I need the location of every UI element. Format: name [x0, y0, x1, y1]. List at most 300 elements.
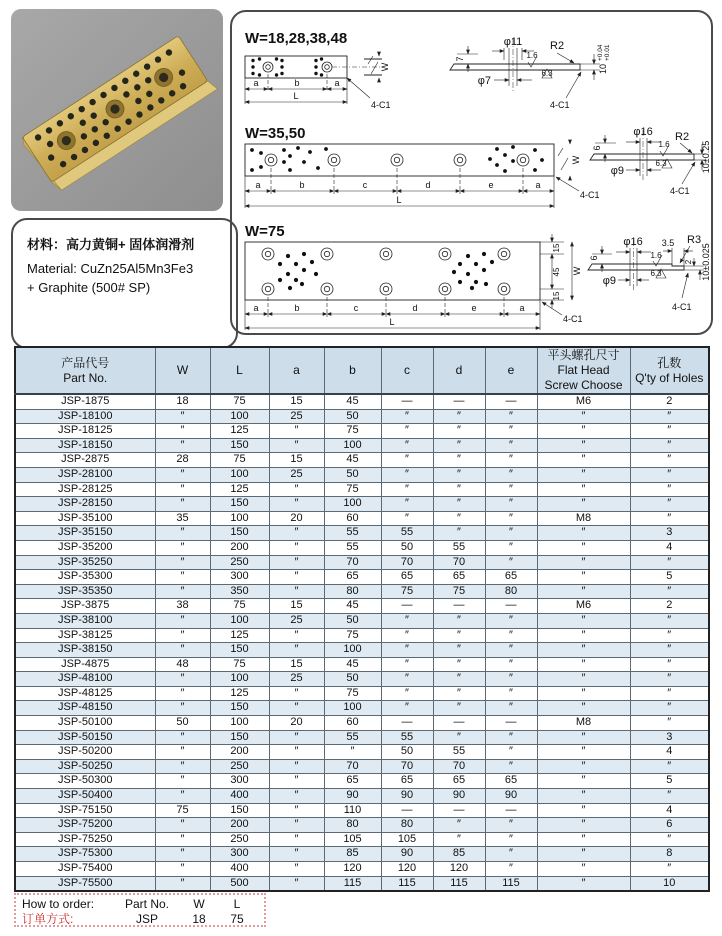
dim-label: b	[299, 180, 305, 190]
value-cell: 50	[324, 467, 381, 482]
table-row	[15, 438, 709, 453]
value-cell: 300	[210, 847, 269, 862]
value-cell: ″	[485, 540, 537, 555]
table-row	[15, 482, 709, 497]
part-no-cell: JSP-28125	[15, 482, 155, 497]
value-cell: 150	[210, 730, 269, 745]
value-cell: 2	[630, 394, 709, 409]
value-cell: 250	[210, 555, 269, 570]
dim-label: e	[471, 303, 477, 313]
value-cell: 80	[485, 584, 537, 599]
value-cell: —	[485, 599, 537, 614]
dim-label: a	[334, 78, 340, 88]
value-cell: 125	[210, 482, 269, 497]
value-cell: 65	[381, 774, 433, 789]
value-cell: ″	[269, 438, 324, 453]
part-no-cell: JSP-50100	[15, 716, 155, 731]
value-cell: ″	[381, 613, 433, 628]
part-no-cell: JSP-48150	[15, 701, 155, 716]
table-row	[15, 497, 709, 512]
value-cell: 75	[210, 453, 269, 468]
value-cell: 100	[210, 409, 269, 424]
part-no-cell: JSP-35250	[15, 555, 155, 570]
plan3-dots	[278, 252, 494, 290]
value-cell: —	[433, 394, 485, 409]
value-cell: —	[485, 803, 537, 818]
part-no-cell: JSP-35200	[15, 540, 155, 555]
table-row	[15, 876, 709, 891]
value-cell: ″	[485, 424, 537, 439]
value-cell: ″	[155, 424, 210, 439]
value-cell: ″	[485, 847, 537, 862]
part-no-cell: JSP-50300	[15, 774, 155, 789]
finish-label: 1.6	[650, 251, 662, 260]
value-cell: 2	[630, 599, 709, 614]
finish-label: 1.6	[658, 140, 670, 149]
value-cell: —	[381, 394, 433, 409]
value-cell: 65	[381, 570, 433, 585]
table-row	[15, 818, 709, 833]
value-cell: ″	[269, 686, 324, 701]
value-cell: 18	[155, 394, 210, 409]
value-cell: 500	[210, 876, 269, 891]
col-header-c: c	[381, 347, 433, 394]
value-cell: ″	[630, 453, 709, 468]
value-cell: ″	[269, 789, 324, 804]
value-cell: ″	[433, 818, 485, 833]
value-cell: ″	[630, 497, 709, 512]
value-cell: ″	[433, 613, 485, 628]
value-cell: 20	[269, 716, 324, 731]
value-cell: 70	[433, 555, 485, 570]
value-cell: 75	[155, 803, 210, 818]
value-cell: 50	[324, 613, 381, 628]
value-cell: ″	[269, 876, 324, 891]
value-cell: M6	[537, 599, 630, 614]
material-line-en2: + Graphite (500# SP)	[27, 279, 151, 295]
parts-table	[14, 346, 710, 892]
dim-label: W	[572, 266, 582, 276]
value-cell: ″	[269, 862, 324, 877]
dim-label: 7	[455, 56, 465, 62]
value-cell: 4	[630, 803, 709, 818]
dia-label: φ7	[477, 75, 491, 87]
value-cell: ″	[269, 555, 324, 570]
part-no-cell: JSP-75250	[15, 832, 155, 847]
value-cell: ″	[155, 686, 210, 701]
value-cell: ″	[433, 672, 485, 687]
value-cell: 115	[433, 876, 485, 891]
value-cell: ″	[630, 584, 709, 599]
value-cell: 55	[381, 730, 433, 745]
value-cell: ″	[630, 409, 709, 424]
col-header-part-no: 产品代号 Part No.	[15, 347, 155, 394]
value-cell: ″	[155, 409, 210, 424]
value-cell: ″	[269, 803, 324, 818]
value-cell: 150	[210, 803, 269, 818]
value-cell: ″	[155, 467, 210, 482]
product-photo	[11, 9, 223, 211]
part-no-cell: JSP-28100	[15, 467, 155, 482]
part-no-cell: JSP-35350	[15, 584, 155, 599]
value-cell: ″	[537, 876, 630, 891]
value-cell: —	[381, 716, 433, 731]
value-cell: ″	[537, 555, 630, 570]
table-row	[15, 526, 709, 541]
value-cell: ″	[155, 847, 210, 862]
dim-label: c	[353, 303, 359, 313]
value-cell: 70	[433, 759, 485, 774]
value-cell: ″	[485, 467, 537, 482]
table-row	[15, 657, 709, 672]
table-row	[15, 862, 709, 877]
order-val1: JSP	[135, 912, 158, 926]
dia-label: φ16	[633, 126, 653, 138]
table-row	[15, 774, 709, 789]
value-cell: ″	[381, 467, 433, 482]
value-cell: ″	[485, 613, 537, 628]
value-cell: ″	[485, 701, 537, 716]
value-cell: 15	[269, 599, 324, 614]
value-cell: 55	[324, 526, 381, 541]
bronze-plate-image	[11, 9, 223, 211]
table-row	[15, 686, 709, 701]
value-cell: ″	[485, 730, 537, 745]
value-cell: M8	[537, 716, 630, 731]
value-cell: —	[433, 599, 485, 614]
part-no-cell: JSP-75400	[15, 862, 155, 877]
order-val2: 18	[192, 912, 206, 926]
value-cell: 115	[324, 876, 381, 891]
value-cell: ″	[485, 672, 537, 687]
value-cell: ″	[630, 716, 709, 731]
value-cell: ″	[630, 686, 709, 701]
value-cell: 80	[324, 584, 381, 599]
value-cell: ″	[433, 482, 485, 497]
table-row	[15, 847, 709, 862]
table-row	[15, 803, 709, 818]
value-cell: 10	[630, 876, 709, 891]
part-no-cell: JSP-28150	[15, 497, 155, 512]
value-cell: ″	[630, 789, 709, 804]
value-cell: 100	[324, 701, 381, 716]
value-cell: 150	[210, 497, 269, 512]
value-cell: ″	[630, 511, 709, 526]
value-cell: 100	[324, 643, 381, 658]
value-cell: ″	[155, 438, 210, 453]
corner-label: 4-C1	[550, 100, 570, 110]
value-cell: ″	[537, 497, 630, 512]
thickness-label: 10±0.25	[701, 140, 711, 174]
table-row	[15, 555, 709, 570]
value-cell: 200	[210, 745, 269, 760]
dia-label: φ16	[623, 236, 643, 248]
value-cell: 4	[630, 745, 709, 760]
value-cell: 120	[381, 862, 433, 877]
value-cell: ″	[433, 832, 485, 847]
value-cell: 125	[210, 686, 269, 701]
tolerance-lower: +0.01	[604, 44, 611, 61]
value-cell: ″	[381, 482, 433, 497]
dim-label: 6	[592, 145, 602, 151]
part-no-cell: JSP-18125	[15, 424, 155, 439]
value-cell: ″	[381, 686, 433, 701]
value-cell: ″	[537, 818, 630, 833]
value-cell: ″	[537, 701, 630, 716]
value-cell: ″	[485, 453, 537, 468]
value-cell: 45	[324, 394, 381, 409]
table-row	[15, 540, 709, 555]
value-cell: ″	[485, 438, 537, 453]
value-cell: ″	[537, 409, 630, 424]
table-row	[15, 570, 709, 585]
drawings-box	[230, 10, 713, 335]
value-cell: 100	[210, 467, 269, 482]
header-row	[15, 347, 709, 394]
value-cell: ″	[433, 424, 485, 439]
value-cell: 105	[381, 832, 433, 847]
part-no-cell: JSP-75300	[15, 847, 155, 862]
value-cell: —	[433, 803, 485, 818]
value-cell: 100	[324, 438, 381, 453]
value-cell: ″	[155, 701, 210, 716]
value-cell: 50	[381, 745, 433, 760]
value-cell: ″	[485, 511, 537, 526]
part-no-cell: JSP-35100	[15, 511, 155, 526]
value-cell: ″	[485, 832, 537, 847]
value-cell: 80	[381, 818, 433, 833]
value-cell: ″	[485, 686, 537, 701]
col-header-l: L	[210, 347, 269, 394]
part-no-cell: JSP-75150	[15, 803, 155, 818]
table-row	[15, 745, 709, 760]
value-cell: ″	[155, 745, 210, 760]
value-cell: ″	[485, 526, 537, 541]
value-cell: ″	[381, 672, 433, 687]
value-cell: 90	[485, 789, 537, 804]
value-cell: ″	[155, 759, 210, 774]
col-header-e: e	[485, 347, 537, 394]
value-cell: ″	[433, 657, 485, 672]
value-cell: 150	[210, 526, 269, 541]
radius-label: R2	[675, 131, 690, 143]
value-cell: 38	[155, 599, 210, 614]
value-cell: ″	[485, 862, 537, 877]
table-row	[15, 716, 709, 731]
plan1-dots	[251, 57, 323, 76]
value-cell: 5	[630, 570, 709, 585]
value-cell: 55	[433, 745, 485, 760]
value-cell: 75	[324, 686, 381, 701]
value-cell: ″	[630, 628, 709, 643]
value-cell: M8	[537, 511, 630, 526]
value-cell: ″	[537, 628, 630, 643]
part-no-cell: JSP-75200	[15, 818, 155, 833]
value-cell: 85	[324, 847, 381, 862]
value-cell: 250	[210, 832, 269, 847]
value-cell: ″	[433, 730, 485, 745]
dim-label: a	[253, 78, 259, 88]
value-cell: ″	[155, 628, 210, 643]
value-cell: ″	[537, 730, 630, 745]
value-cell: 25	[269, 672, 324, 687]
value-cell: ″	[537, 862, 630, 877]
table-row	[15, 424, 709, 439]
value-cell: 300	[210, 570, 269, 585]
value-cell: ″	[485, 555, 537, 570]
value-cell: 65	[324, 774, 381, 789]
value-cell: ″	[155, 584, 210, 599]
value-cell: ″	[537, 467, 630, 482]
value-cell: ″	[537, 745, 630, 760]
value-cell: ″	[630, 467, 709, 482]
value-cell: 55	[381, 526, 433, 541]
value-cell: 90	[433, 789, 485, 804]
value-cell: ″	[537, 774, 630, 789]
value-cell: ″	[155, 540, 210, 555]
value-cell: ″	[433, 453, 485, 468]
value-cell: ″	[537, 438, 630, 453]
value-cell: ″	[155, 482, 210, 497]
value-cell: 75	[210, 394, 269, 409]
dim-label: 15	[552, 243, 561, 253]
value-cell: 65	[324, 570, 381, 585]
value-cell: ″	[537, 570, 630, 585]
value-cell: ″	[155, 789, 210, 804]
value-cell: 45	[324, 657, 381, 672]
drawing3-title: W=75	[245, 223, 285, 240]
thickness-label: 10	[598, 63, 608, 74]
value-cell: ″	[485, 482, 537, 497]
value-cell: 90	[381, 847, 433, 862]
value-cell: ″	[155, 643, 210, 658]
value-cell: ″	[537, 613, 630, 628]
value-cell: 4	[630, 540, 709, 555]
order-label-en: How to order:	[22, 897, 95, 911]
dim-label: d	[425, 180, 431, 190]
value-cell: ″	[537, 759, 630, 774]
dim-label: W	[380, 62, 390, 72]
part-no-cell: JSP-75500	[15, 876, 155, 891]
value-cell: ″	[269, 818, 324, 833]
value-cell: ″	[630, 643, 709, 658]
table-row	[15, 467, 709, 482]
value-cell: 65	[433, 774, 485, 789]
value-cell: 120	[324, 862, 381, 877]
value-cell: ″	[269, 570, 324, 585]
value-cell: 150	[210, 438, 269, 453]
col-header-screw: 平头螺孔尺寸 Flat Head Screw Choose	[537, 347, 630, 394]
value-cell: ″	[630, 672, 709, 687]
value-cell: ″	[485, 409, 537, 424]
value-cell: ″	[269, 628, 324, 643]
part-no-cell: JSP-38150	[15, 643, 155, 658]
dim-label: 2	[684, 259, 693, 265]
value-cell: ″	[155, 497, 210, 512]
value-cell: —	[381, 803, 433, 818]
dim-label: a	[255, 180, 261, 190]
value-cell: ″	[155, 832, 210, 847]
value-cell: ″	[269, 584, 324, 599]
dim-label: 3.5	[661, 238, 675, 248]
drawing1-title: W=18,28,38,48	[245, 30, 348, 47]
material-info-box	[11, 218, 238, 349]
part-no-cell: JSP-38100	[15, 613, 155, 628]
part-no-cell: JSP-50250	[15, 759, 155, 774]
dia-label: φ9	[610, 165, 624, 177]
value-cell: ″	[433, 438, 485, 453]
finish-label: 6.3	[541, 69, 553, 78]
dim-label: 15	[552, 291, 561, 301]
value-cell: ″	[485, 643, 537, 658]
value-cell: ″	[630, 759, 709, 774]
value-cell: ″	[155, 774, 210, 789]
value-cell: 100	[210, 716, 269, 731]
value-cell: ″	[537, 803, 630, 818]
table-row	[15, 789, 709, 804]
value-cell: 55	[324, 540, 381, 555]
value-cell: ″	[155, 570, 210, 585]
value-cell: 75	[324, 482, 381, 497]
value-cell: ″	[269, 847, 324, 862]
dim-label: W	[571, 155, 581, 165]
dim-label: L	[396, 195, 402, 205]
value-cell: ″	[537, 584, 630, 599]
value-cell: ″	[155, 730, 210, 745]
value-cell: ″	[269, 745, 324, 760]
value-cell: ″	[433, 467, 485, 482]
order-col3: L	[233, 897, 241, 911]
dim-label: a	[253, 303, 259, 313]
part-no-cell: JSP-48100	[15, 672, 155, 687]
value-cell: ″	[269, 832, 324, 847]
value-cell: ″	[269, 759, 324, 774]
value-cell: ″	[381, 409, 433, 424]
value-cell: 75	[324, 628, 381, 643]
value-cell: 15	[269, 657, 324, 672]
dim-label: L	[293, 91, 299, 101]
col-header-d: d	[433, 347, 485, 394]
part-no-cell: JSP-1875	[15, 394, 155, 409]
dim-label: a	[519, 303, 525, 313]
tolerance-upper: +0.04	[597, 44, 604, 61]
value-cell: 48	[155, 657, 210, 672]
value-cell: ″	[155, 672, 210, 687]
value-cell: 150	[210, 701, 269, 716]
dim-label: e	[488, 180, 494, 190]
table-row	[15, 584, 709, 599]
value-cell: ″	[537, 643, 630, 658]
value-cell: ″	[155, 555, 210, 570]
order-box	[14, 893, 266, 927]
value-cell: 400	[210, 862, 269, 877]
table-row	[15, 613, 709, 628]
value-cell: ″	[381, 438, 433, 453]
value-cell: 120	[433, 862, 485, 877]
value-cell: 200	[210, 818, 269, 833]
value-cell: 6	[630, 818, 709, 833]
value-cell: ″	[269, 774, 324, 789]
value-cell: 65	[433, 570, 485, 585]
value-cell: ″	[269, 730, 324, 745]
value-cell: 3	[630, 526, 709, 541]
value-cell: ″	[537, 686, 630, 701]
table-row	[15, 394, 709, 409]
value-cell: 75	[210, 657, 269, 672]
table-row	[15, 599, 709, 614]
value-cell: ″	[537, 847, 630, 862]
order-col1: Part No.	[124, 897, 169, 911]
